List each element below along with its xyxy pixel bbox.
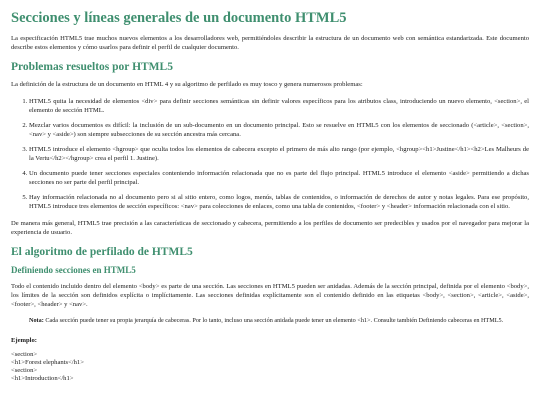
defining-sections-paragraph: Todo el contenido incluido dentro del elemento <body> es parte de una sección. Las secciones en HTML5 pueden ser anidadas. Además de la sección principal, definida por el elemento <body>, los límites de la sección son definidos explícita o implícitamente. Las secciones definidas explícitamente son el contenido definido en las etiquetas <body>, <section>, <article>, <aside>, <footer>, <header> y <nav>. [11, 283, 529, 308]
code-line: <section> [11, 350, 38, 358]
example-label: Ejemplo: [11, 336, 38, 344]
list-item: 3. HTML5 introduce el elemento <hgroup> que oculta todos los elementos de cabecera excepto el primero de más alto rango (por ejemplo, <hgroup><h1>Justine</h1><h2>Les Malheurs de la Vertu</h2></hgroup> crea el perfil 1. Justine). [29, 145, 529, 163]
subsection-heading-defining-sections: Definiendo secciones en HTML5 [11, 265, 136, 275]
problems-list [11, 97, 529, 211]
problems-closing-paragraph: De manera más general, HTML5 trae precisión a las características de seccionado y cabecera, permitiendo a los perfiles de documento ser predecibles y usados por el navegador para mejorar la experiencia de usuario. [11, 220, 529, 236]
list-item: 5. Hay información relacionada no al documento pero si al sitio entero, como logos, menús, tablas de contenidos, o información de derechos de autor y notas legales. Para ese propósito, HTML5 introduce tres elementos de sección específicos: <nav> para colecciones de enlaces, como una tabla de contenidos, <footer> y <header> información relacionada con el sitio. [29, 193, 529, 211]
intro-paragraph: La especificación HTML5 trae muchos nuevos elementos a los desarrolladores web, permitiéndoles describir la estructura de un documento web con semántica estandarizada. Este documento describe estos elementos y cómo usarlos para definir el perfil de cualquier documento. [11, 35, 529, 51]
page-title: Secciones y líneas generales de un documento HTML5 [11, 10, 347, 26]
note-paragraph [29, 317, 529, 326]
code-line: <h1>Forest elephants</h1> [11, 358, 84, 366]
section-heading-problems: Problemas resueltos por HTML5 [11, 61, 173, 73]
problems-lead-paragraph: La definición de la estructura de un documento en HTML 4 y su algoritmo de perfilado es muy tosco y genera numerosos problemas: [11, 81, 363, 88]
list-item: 1. HTML5 quita la necesidad de elementos <div> para definir secciones semánticas sin definir valores específicos para los atributos class, introduciendo un nuevo elemento, <section>, el elemento de sección HTML. [29, 97, 529, 115]
note-text: Cada sección puede tener su propia jerarquía de cabeceras. Por lo tanto, incluso una sección anidada puede tener un elemento <h1>. Consulte también Definiendo cabeceras en HTML5. [43, 317, 504, 324]
code-line: <section> [11, 366, 38, 374]
list-item: 4. Un documento puede tener secciones especiales conteniendo información relacionada que no es parte del flujo principal. HTML5 introduce el elemento <aside> permitiendo a dichas secciones no ser parte del perfil principal. [29, 169, 529, 187]
section-heading-outline-algorithm: El algoritmo de perfilado de HTML5 [11, 246, 193, 258]
code-line: <h1>Introduction</h1> [11, 375, 74, 383]
list-item: 2. Mezclar varios documentos es difícil: la inclusión de un sub-documento en un documento principal. Esto se resuelve en HTML5 con los elementos de seccionado (<article>, <section>, <nav> y <aside>) son siempre subsecciones de su sección ancestra más cercana. [29, 121, 529, 139]
note-label: Nota: [29, 317, 44, 324]
